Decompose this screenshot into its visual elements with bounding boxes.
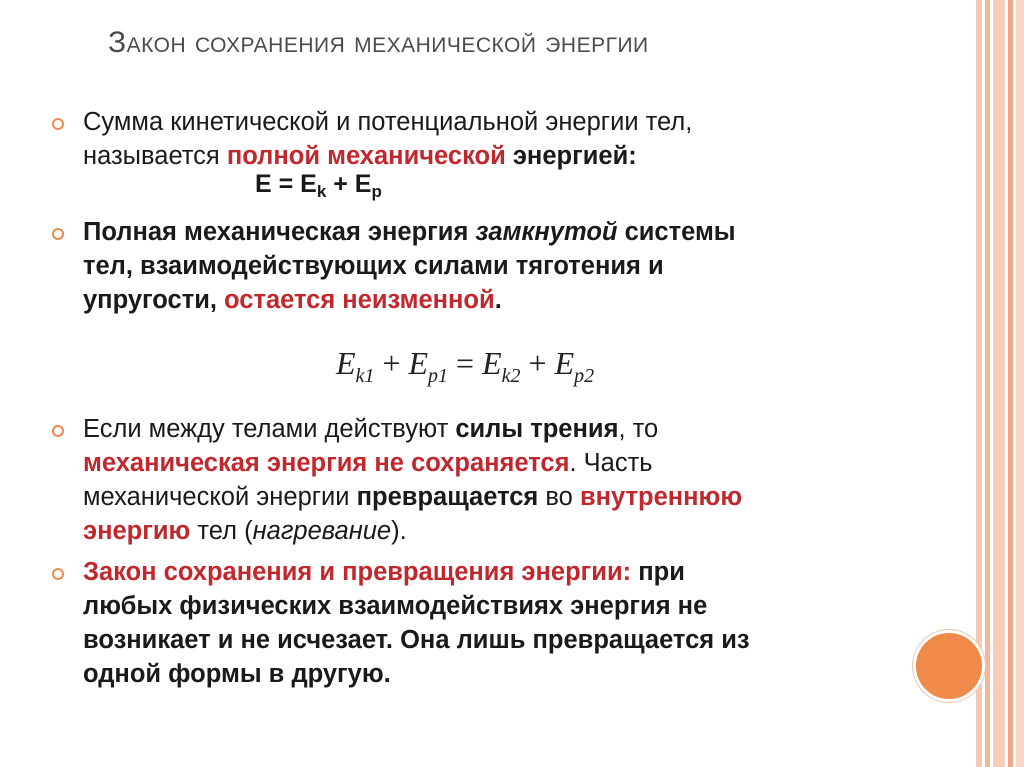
text: механической энергии (83, 483, 357, 511)
bullet-4-line-1 (83, 555, 933, 589)
bullet-2-line-2: тел, взаимодействующих силами тяготения и (83, 252, 664, 280)
text: системы (617, 218, 736, 246)
bullet-3-line-4 (83, 514, 933, 548)
highlight-text: остается неизменной (224, 286, 495, 314)
text: . (494, 286, 502, 314)
bullet-2-line-1 (83, 215, 933, 249)
bullet-3-line-3 (83, 480, 933, 514)
text: Полная механическая энергия (83, 218, 476, 246)
text: тел ( (190, 517, 253, 545)
formula-op: + (520, 345, 555, 381)
formula-var: E (408, 345, 429, 381)
bullet-4-line-3: возникает и не исчезает. Она лишь превращается из (83, 626, 750, 654)
formula-op: + (374, 345, 409, 381)
highlight-text: полной механической (226, 142, 506, 170)
formula-var: E (482, 345, 502, 381)
bullet-circle-icon (52, 425, 64, 437)
bold-text: превращается (356, 483, 539, 511)
formula-subscript: k1 (355, 365, 375, 387)
bullet-4-line-2: любых физических взаимодействиях энергия не (83, 592, 708, 620)
highlight-text: энергию (83, 517, 191, 545)
bullet-2 (83, 215, 933, 317)
text: упругости, (83, 286, 225, 314)
bullet-1 (83, 105, 933, 173)
formula-subscript: p1 (428, 365, 449, 387)
slide-title: Закон сохранения механической энергии (108, 26, 649, 59)
bullet-circle-icon (52, 118, 64, 130)
bullet-circle-icon (52, 568, 64, 580)
formula-subscript: p2 (574, 365, 595, 387)
highlight-text: механическая энергия не сохраняется (83, 449, 570, 477)
italic-text: замкнутой (475, 218, 618, 246)
bullet-1-line-2 (83, 139, 933, 173)
bullet-circle-icon (52, 228, 64, 240)
bullet-4 (83, 555, 933, 691)
bullet-4-line-4: одной формы в другую. (83, 660, 391, 688)
formula-var: E (336, 345, 356, 381)
text: при (631, 558, 685, 586)
formula-subscript: k2 (501, 365, 521, 387)
text: называется (83, 142, 227, 170)
energy-formula (255, 170, 382, 202)
formula-text: + E (326, 170, 372, 198)
bullet-3 (83, 412, 933, 548)
formula-text: E = E (255, 170, 317, 198)
highlight-text: Закон сохранения и превращения энергии: (83, 558, 632, 586)
bullet-3-line-1 (83, 412, 933, 446)
formula-subscript: p (371, 182, 382, 201)
text: . Часть (569, 449, 653, 477)
italic-text: нагревание (252, 517, 392, 545)
decor-stripe (1008, 0, 1013, 767)
text: энергией: (505, 142, 637, 170)
bullet-1-line-1: Сумма кинетической и потенциальной энергии тел, (83, 108, 693, 136)
bold-text: силы трения (455, 415, 619, 443)
bullet-3-line-2 (83, 446, 933, 480)
bullet-2-line-3 (83, 283, 933, 317)
conservation-formula (336, 345, 594, 388)
text: ). (391, 517, 407, 545)
decor-stripe (993, 0, 1005, 767)
decor-stripe (985, 0, 990, 767)
highlight-text: внутреннюю (579, 483, 743, 511)
text: Если между телами действуют (83, 415, 456, 443)
decor-stripe (1016, 0, 1024, 767)
formula-subscript: k (316, 182, 327, 201)
text: во (538, 483, 580, 511)
formula-op: = (448, 345, 483, 381)
text: , то (618, 415, 659, 443)
formula-var: E (554, 345, 575, 381)
